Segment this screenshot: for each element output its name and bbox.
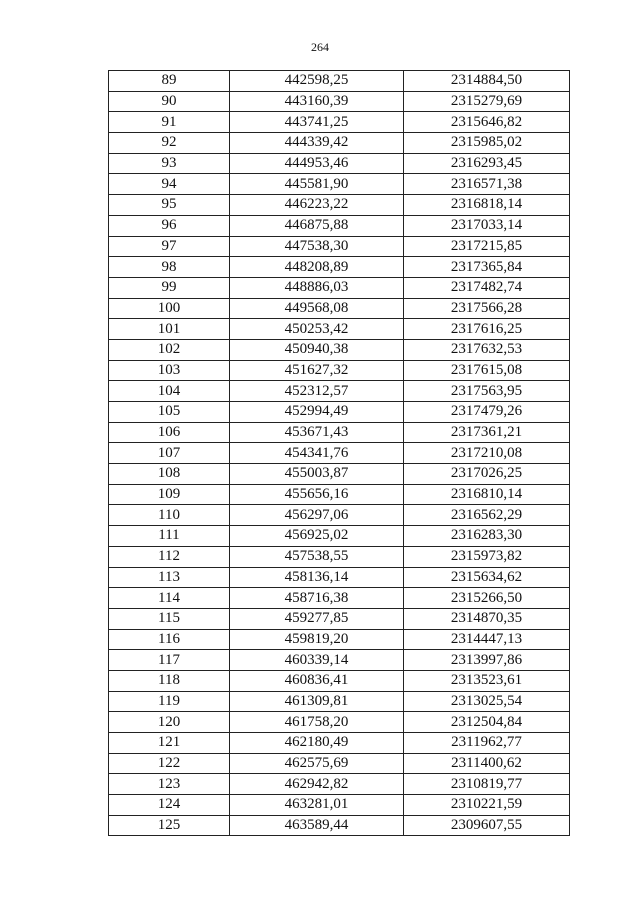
- x-coordinate-cell: 446875,88: [230, 215, 404, 236]
- point-number-cell: 117: [109, 650, 230, 671]
- table-row: [109, 133, 570, 154]
- table-row: [109, 236, 570, 257]
- point-number-cell: 119: [109, 691, 230, 712]
- x-coordinate-cell: 443741,25: [230, 112, 404, 133]
- x-coordinate-cell: 445581,90: [230, 174, 404, 195]
- x-coordinate-cell: 456925,02: [230, 526, 404, 547]
- y-coordinate-cell: 2317026,25: [404, 464, 570, 485]
- x-coordinate-cell: 451627,32: [230, 360, 404, 381]
- y-coordinate-cell: 2312504,84: [404, 712, 570, 733]
- table-row: [109, 319, 570, 340]
- coordinates-table-body: [109, 71, 570, 836]
- x-coordinate-cell: 443160,39: [230, 91, 404, 112]
- table-row: [109, 381, 570, 402]
- y-coordinate-cell: 2315973,82: [404, 546, 570, 567]
- y-coordinate-cell: 2313523,61: [404, 670, 570, 691]
- y-coordinate-cell: 2317210,08: [404, 443, 570, 464]
- x-coordinate-cell: 463589,44: [230, 815, 404, 836]
- table-row: [109, 195, 570, 216]
- point-number-cell: 115: [109, 608, 230, 629]
- x-coordinate-cell: 455003,87: [230, 464, 404, 485]
- table-row: [109, 670, 570, 691]
- x-coordinate-cell: 458136,14: [230, 567, 404, 588]
- point-number-cell: 89: [109, 71, 230, 92]
- table-row: [109, 298, 570, 319]
- point-number-cell: 104: [109, 381, 230, 402]
- y-coordinate-cell: 2315985,02: [404, 133, 570, 154]
- y-coordinate-cell: 2317215,85: [404, 236, 570, 257]
- point-number-cell: 124: [109, 795, 230, 816]
- table-row: [109, 608, 570, 629]
- point-number-cell: 120: [109, 712, 230, 733]
- table-row: [109, 629, 570, 650]
- y-coordinate-cell: 2311962,77: [404, 733, 570, 754]
- x-coordinate-cell: 461758,20: [230, 712, 404, 733]
- x-coordinate-cell: 449568,08: [230, 298, 404, 319]
- x-coordinate-cell: 447538,30: [230, 236, 404, 257]
- point-number-cell: 107: [109, 443, 230, 464]
- y-coordinate-cell: 2317033,14: [404, 215, 570, 236]
- point-number-cell: 99: [109, 277, 230, 298]
- table-row: [109, 112, 570, 133]
- y-coordinate-cell: 2314870,35: [404, 608, 570, 629]
- x-coordinate-cell: 442598,25: [230, 71, 404, 92]
- table-row: [109, 650, 570, 671]
- y-coordinate-cell: 2313997,86: [404, 650, 570, 671]
- y-coordinate-cell: 2314884,50: [404, 71, 570, 92]
- point-number-cell: 111: [109, 526, 230, 547]
- point-number-cell: 98: [109, 257, 230, 278]
- x-coordinate-cell: 456297,06: [230, 505, 404, 526]
- point-number-cell: 105: [109, 402, 230, 423]
- y-coordinate-cell: 2317632,53: [404, 339, 570, 360]
- y-coordinate-cell: 2315279,69: [404, 91, 570, 112]
- table-row: [109, 443, 570, 464]
- point-number-cell: 113: [109, 567, 230, 588]
- x-coordinate-cell: 454341,76: [230, 443, 404, 464]
- y-coordinate-cell: 2317616,25: [404, 319, 570, 340]
- x-coordinate-cell: 455656,16: [230, 484, 404, 505]
- table-row: [109, 339, 570, 360]
- y-coordinate-cell: 2317615,08: [404, 360, 570, 381]
- point-number-cell: 93: [109, 153, 230, 174]
- point-number-cell: 114: [109, 588, 230, 609]
- point-number-cell: 91: [109, 112, 230, 133]
- point-number-cell: 100: [109, 298, 230, 319]
- y-coordinate-cell: 2317479,26: [404, 402, 570, 423]
- table-row: [109, 215, 570, 236]
- table-row: [109, 753, 570, 774]
- table-row: [109, 795, 570, 816]
- x-coordinate-cell: 459277,85: [230, 608, 404, 629]
- x-coordinate-cell: 453671,43: [230, 422, 404, 443]
- x-coordinate-cell: 452994,49: [230, 402, 404, 423]
- table-row: [109, 733, 570, 754]
- y-coordinate-cell: 2309607,55: [404, 815, 570, 836]
- table-row: [109, 464, 570, 485]
- point-number-cell: 95: [109, 195, 230, 216]
- table-row: [109, 691, 570, 712]
- y-coordinate-cell: 2317563,95: [404, 381, 570, 402]
- x-coordinate-cell: 462942,82: [230, 774, 404, 795]
- point-number-cell: 122: [109, 753, 230, 774]
- y-coordinate-cell: 2313025,54: [404, 691, 570, 712]
- y-coordinate-cell: 2317361,21: [404, 422, 570, 443]
- x-coordinate-cell: 444339,42: [230, 133, 404, 154]
- point-number-cell: 110: [109, 505, 230, 526]
- table-row: [109, 774, 570, 795]
- point-number-cell: 112: [109, 546, 230, 567]
- y-coordinate-cell: 2316283,30: [404, 526, 570, 547]
- table-row: [109, 526, 570, 547]
- x-coordinate-cell: 460339,14: [230, 650, 404, 671]
- point-number-cell: 97: [109, 236, 230, 257]
- point-number-cell: 101: [109, 319, 230, 340]
- table-row: [109, 588, 570, 609]
- x-coordinate-cell: 460836,41: [230, 670, 404, 691]
- y-coordinate-cell: 2317566,28: [404, 298, 570, 319]
- point-number-cell: 92: [109, 133, 230, 154]
- x-coordinate-cell: 444953,46: [230, 153, 404, 174]
- x-coordinate-cell: 463281,01: [230, 795, 404, 816]
- table-row: [109, 505, 570, 526]
- table-row: [109, 71, 570, 92]
- table-row: [109, 91, 570, 112]
- x-coordinate-cell: 446223,22: [230, 195, 404, 216]
- table-row: [109, 422, 570, 443]
- point-number-cell: 103: [109, 360, 230, 381]
- y-coordinate-cell: 2315634,62: [404, 567, 570, 588]
- y-coordinate-cell: 2317482,74: [404, 277, 570, 298]
- x-coordinate-cell: 450253,42: [230, 319, 404, 340]
- table-row: [109, 712, 570, 733]
- table-row: [109, 546, 570, 567]
- point-number-cell: 123: [109, 774, 230, 795]
- y-coordinate-cell: 2317365,84: [404, 257, 570, 278]
- y-coordinate-cell: 2315266,50: [404, 588, 570, 609]
- x-coordinate-cell: 462180,49: [230, 733, 404, 754]
- point-number-cell: 96: [109, 215, 230, 236]
- y-coordinate-cell: 2314447,13: [404, 629, 570, 650]
- table-row: [109, 174, 570, 195]
- table-row: [109, 153, 570, 174]
- y-coordinate-cell: 2311400,62: [404, 753, 570, 774]
- y-coordinate-cell: 2310819,77: [404, 774, 570, 795]
- table-row: [109, 360, 570, 381]
- table-row: [109, 815, 570, 836]
- x-coordinate-cell: 448886,03: [230, 277, 404, 298]
- y-coordinate-cell: 2316562,29: [404, 505, 570, 526]
- table-row: [109, 277, 570, 298]
- point-number-cell: 125: [109, 815, 230, 836]
- x-coordinate-cell: 458716,38: [230, 588, 404, 609]
- x-coordinate-cell: 462575,69: [230, 753, 404, 774]
- y-coordinate-cell: 2316293,45: [404, 153, 570, 174]
- table-row: [109, 257, 570, 278]
- point-number-cell: 108: [109, 464, 230, 485]
- point-number-cell: 94: [109, 174, 230, 195]
- x-coordinate-cell: 459819,20: [230, 629, 404, 650]
- x-coordinate-cell: 448208,89: [230, 257, 404, 278]
- y-coordinate-cell: 2316571,38: [404, 174, 570, 195]
- table-row: [109, 484, 570, 505]
- table-row: [109, 567, 570, 588]
- page-number: 264: [311, 40, 329, 54]
- point-number-cell: 106: [109, 422, 230, 443]
- point-number-cell: 90: [109, 91, 230, 112]
- coordinates-table: [108, 70, 570, 836]
- point-number-cell: 116: [109, 629, 230, 650]
- x-coordinate-cell: 461309,81: [230, 691, 404, 712]
- y-coordinate-cell: 2316810,14: [404, 484, 570, 505]
- table-row: [109, 402, 570, 423]
- y-coordinate-cell: 2310221,59: [404, 795, 570, 816]
- y-coordinate-cell: 2315646,82: [404, 112, 570, 133]
- y-coordinate-cell: 2316818,14: [404, 195, 570, 216]
- point-number-cell: 109: [109, 484, 230, 505]
- point-number-cell: 102: [109, 339, 230, 360]
- x-coordinate-cell: 457538,55: [230, 546, 404, 567]
- x-coordinate-cell: 450940,38: [230, 339, 404, 360]
- point-number-cell: 118: [109, 670, 230, 691]
- point-number-cell: 121: [109, 733, 230, 754]
- x-coordinate-cell: 452312,57: [230, 381, 404, 402]
